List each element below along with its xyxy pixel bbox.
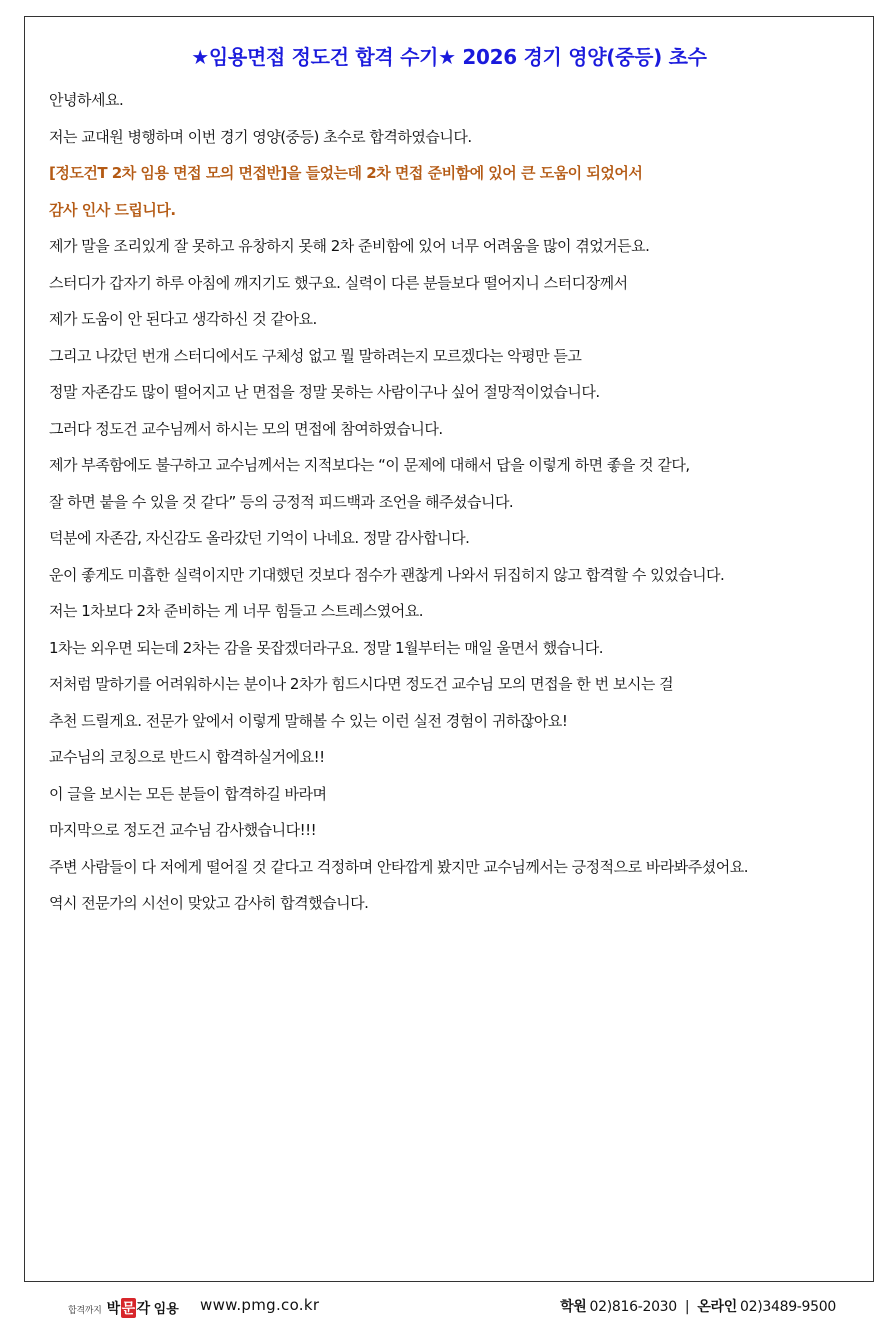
page-footer [0,1292,896,1322]
contact-separator: | [684,1299,690,1315]
brand-name [107,1298,150,1318]
text-line: 이 글을 보시는 모든 분들이 합격하길 바라며 [49,784,327,803]
highlighted-text-line: [정도건T 2차 임용 면접 모의 면접반]을 들었는데 2차 면접 준비함에 있어 큰 도움이 되었어서 [49,164,643,182]
text-line: 주변 사람들이 다 저에게 떨어질 것 같다고 걱정하며 안타깝게 봤지만 교수님께서는 긍정적으로 바라봐주셨어요. [49,857,749,876]
academy-phone: 02)816-2030 [589,1299,677,1315]
text-line: 제가 말을 조리있게 잘 못하고 유창하지 못해 2차 준비함에 있어 너무 어려움을 많이 겪었거든요. [49,237,650,255]
academy-label: 학원 [560,1299,587,1315]
website-link[interactable]: www.pmg.co.kr [200,1296,320,1314]
document-body [49,87,859,927]
document-title: ★임용면접 정도건 합격 수기★ 2026 경기 영양(중등) 초수 [191,45,707,69]
text-line: 정말 자존감도 많이 떨어지고 난 면접을 정말 못하는 사람이구나 싶어 절망적이었습니다. [49,383,600,401]
text-line: 그리고 나갔던 번개 스터디에서도 구체성 없고 뭘 말하려는지 모르겠다는 악평만 듣고 [49,346,582,365]
document-frame [24,16,874,1282]
text-line: 그러다 정도건 교수님께서 하시는 모의 면접에 참여하였습니다. [49,419,443,438]
brand-logo [68,1298,179,1318]
text-line: 스터디가 갑자기 하루 아침에 깨지기도 했구요. 실력이 다른 분들보다 떨어지니 스터디장께서 [49,273,628,292]
brand-name-part1: 박 [106,1301,120,1317]
text-line: 운이 좋게도 미흡한 실력이지만 기대했던 것보다 점수가 괜찮게 나와서 뒤집히지 않고 합격할 수 있었습니다. [49,565,725,584]
text-line: 제가 부족함에도 불구하고 교수님께서는 지적보다는 “이 문제에 대해서 답을 이렇게 하면 좋을 것 같다, [49,456,690,474]
contact-info [560,1296,836,1316]
text-line: 교수님의 코칭으로 반드시 합격하실거에요!! [49,748,325,766]
online-label: 온라인 [697,1299,737,1315]
text-line: 저는 1차보다 2차 준비하는 게 너무 힘들고 스트레스였어요. [49,602,424,620]
brand-suffix: 임용 [153,1302,179,1317]
text-line: 마지막으로 정도건 교수님 감사했습니다!!! [49,821,317,839]
text-line: 덕분에 자존감, 자신감도 올라갔던 기억이 나네요. 정말 감사합니다. [49,529,470,547]
highlighted-text-line: 감사 인사 드립니다. [49,200,176,219]
brand-tagline: 합격까지 [68,1306,102,1316]
text-line: 1차는 외우면 되는데 2차는 감을 못잡겠더라구요. 정말 1월부터는 매일 울면서 했습니다. [49,638,604,657]
text-line: 잘 하면 붙을 수 있을 것 같다” 등의 긍정적 피드백과 조언을 해주셨습니다. [49,492,514,511]
text-line: 안녕하세요. [49,91,124,109]
text-line: 제가 도움이 안 된다고 생각하신 것 같아요. [49,310,317,328]
brand-name-highlight: 문 [121,1298,136,1318]
brand-name-part3: 각 [136,1301,150,1317]
text-line: 역시 전문가의 시선이 맞았고 감사히 합격했습니다. [49,894,369,912]
online-phone: 02)3489-9500 [740,1299,836,1315]
text-line: 저는 교대원 병행하며 이번 경기 영양(중등) 초수로 합격하였습니다. [49,127,472,146]
text-line: 추천 드릴게요. 전문가 앞에서 이렇게 말해볼 수 있는 이런 실전 경험이 귀하잖아요! [49,711,568,730]
text-line: 저처럼 말하기를 어려워하시는 분이나 2차가 힘드시다면 정도건 교수님 모의 면접을 한 번 보시는 걸 [49,675,674,693]
